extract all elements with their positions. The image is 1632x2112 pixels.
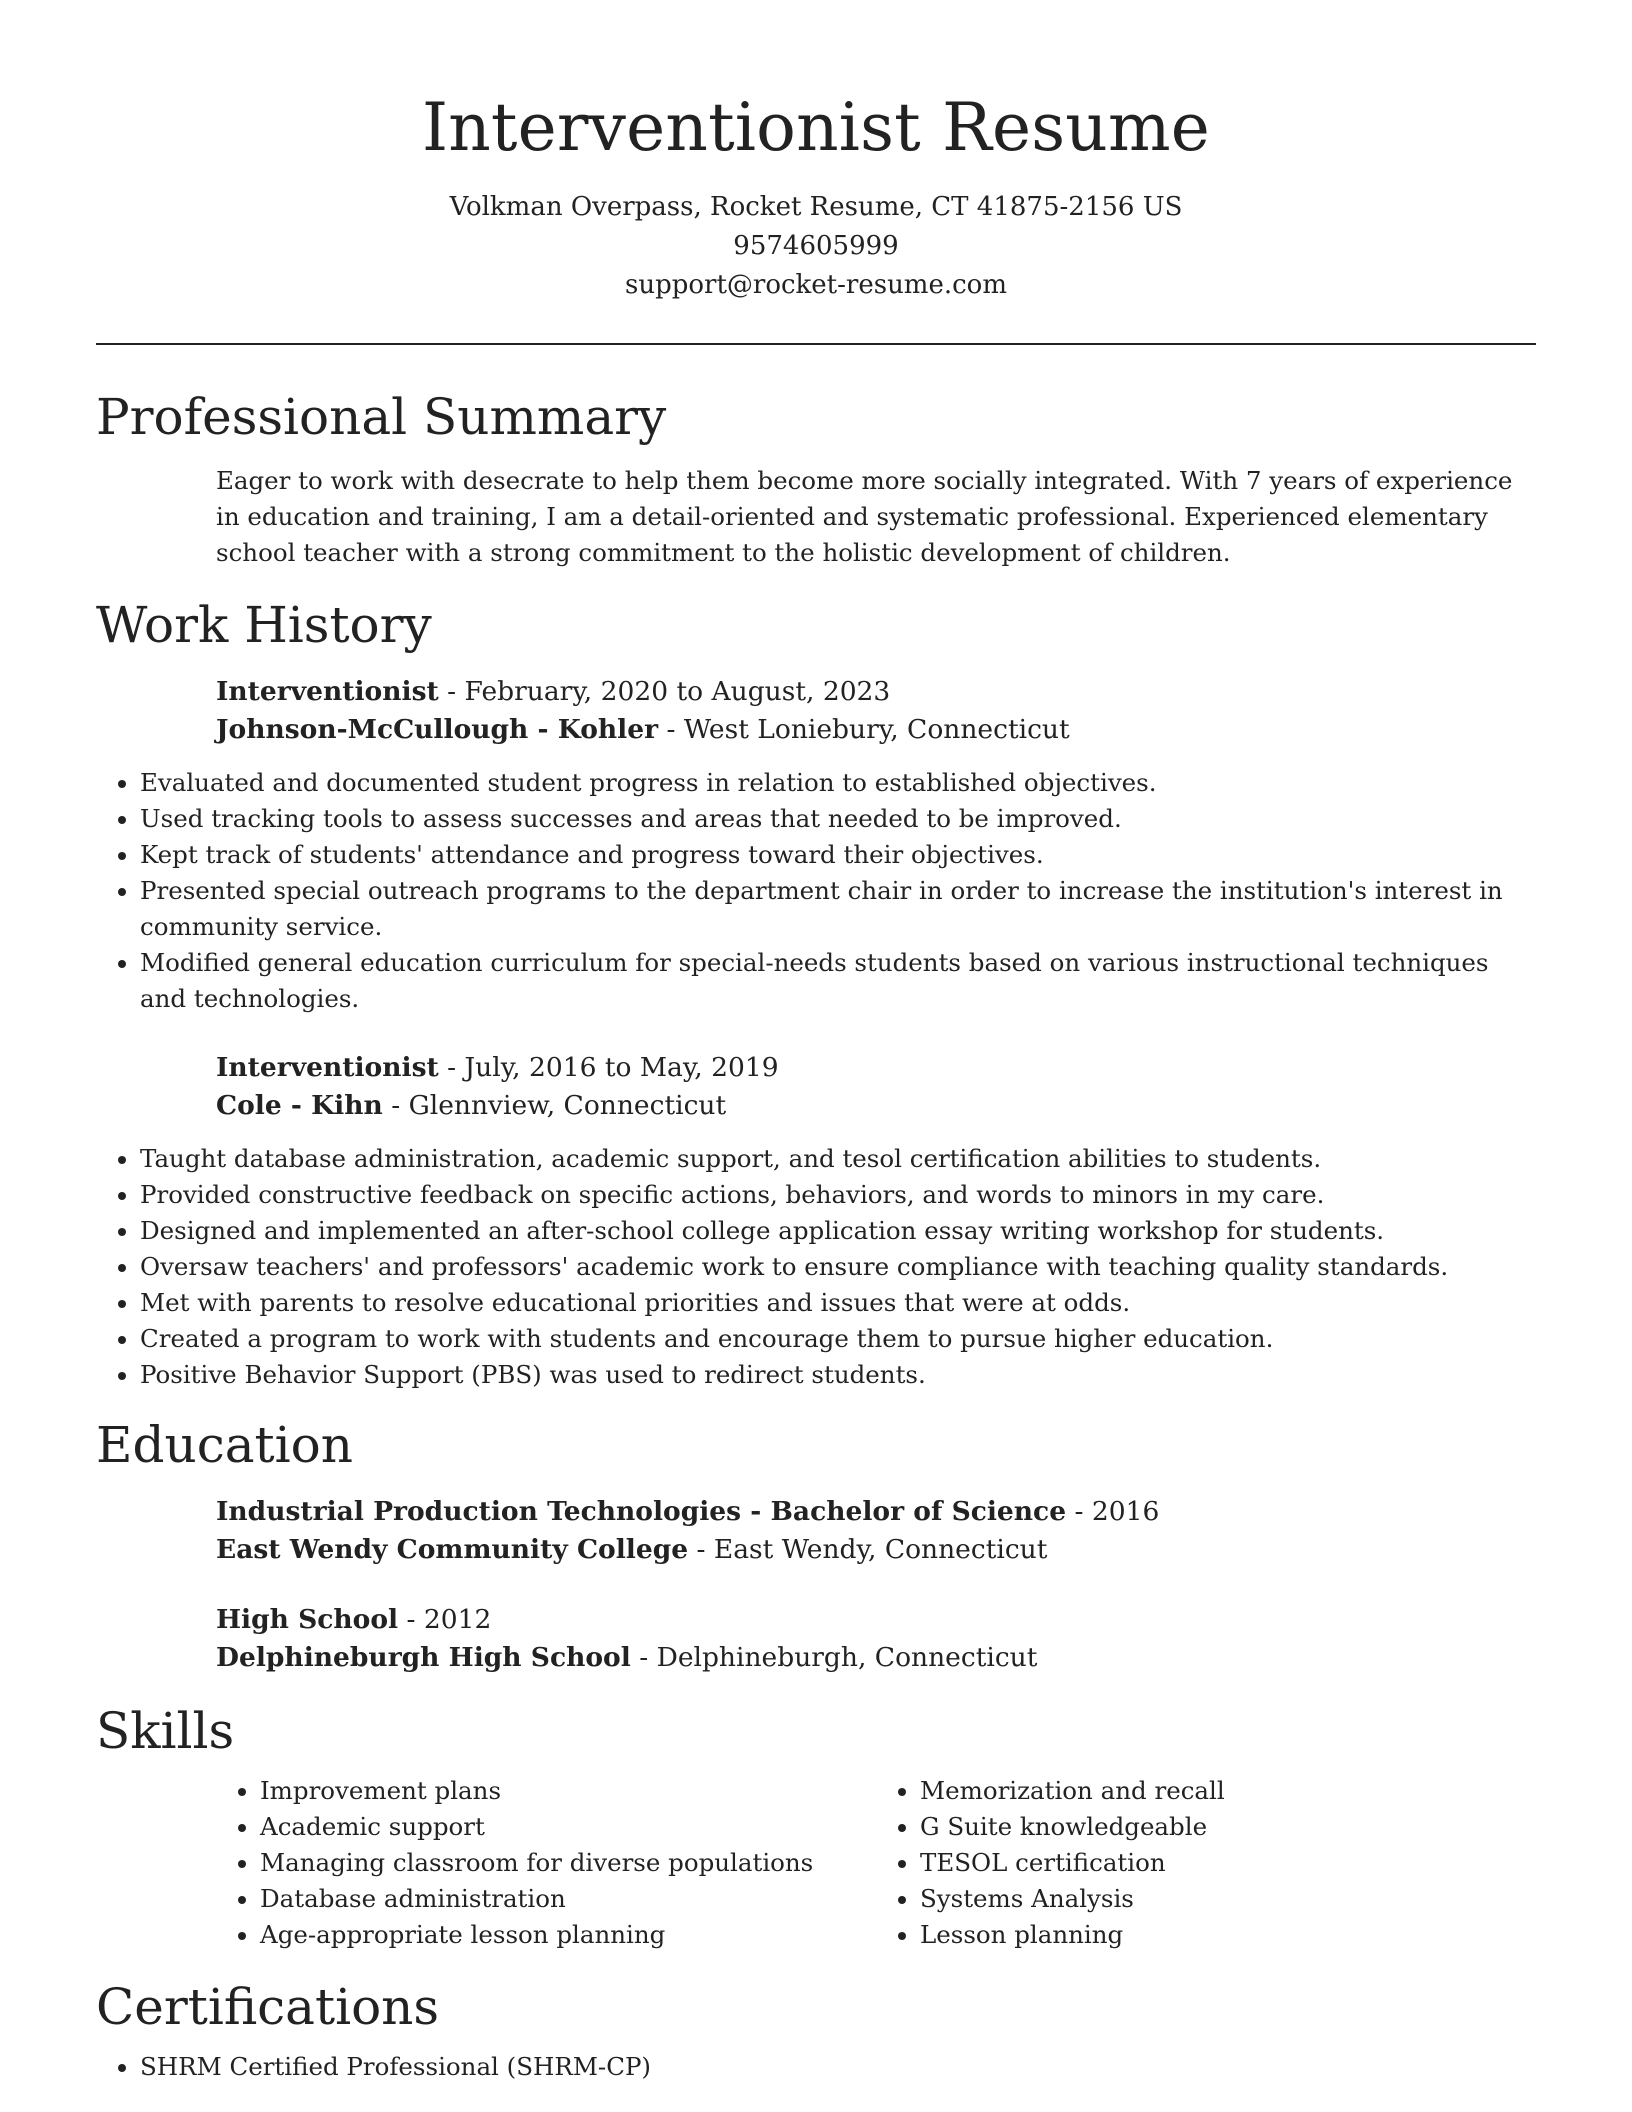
list-item: • Age-appropriate lesson planning [260,1917,876,1953]
education-school-line [216,1531,1536,1569]
list-item: • Designed and implemented an after-school college application essay writing workshop for students. [140,1213,1536,1249]
education-entry [216,1493,1536,1569]
job-title-line [216,673,1536,711]
certifications-heading: Certifications [96,1978,440,2036]
header-divider [96,343,1536,345]
list-item: • Systems Analysis [920,1881,1536,1917]
education-year: - 2012 [398,1604,492,1635]
contact-phone: 9574605999 [733,231,899,261]
job-title: Interventionist [216,676,439,707]
education-location: - Delphineburgh, Connecticut [630,1642,1038,1673]
list-item: • Provided constructive feedback on specific actions, behaviors, and words to minors in my care. [140,1177,1536,1213]
education-school: Delphineburgh High School [216,1642,631,1673]
summary-heading: Professional Summary [96,388,667,446]
list-item: • Positive Behavior Support (PBS) was used to redirect students. [140,1357,1536,1393]
education-location: - East Wendy, Connecticut [688,1534,1048,1565]
resume-page [96,0,1536,2085]
job-location: - West Loniebury, Connecticut [658,714,1070,745]
resume-header [96,0,1536,305]
list-item: • Met with parents to resolve educational priorities and issues that were at odds. [140,1285,1536,1321]
education-degree: Industrial Production Technologies - Bachelor of Science [216,1496,1067,1527]
skills-list-left [216,1773,876,1953]
list-item: • G Suite knowledgeable [920,1809,1536,1845]
summary-text: Eager to work with desecrate to help them become more socially integrated. With 7 years of experience in education and training, I am a detail-oriented and systematic professional. Experienced elementary school teacher with a strong commitment to the holistic development of children. [216,466,1513,567]
contact-address: Volkman Overpass, Rocket Resume, CT 41875-2156 US [449,192,1183,222]
job-title-line [216,1049,1536,1087]
education-school: East Wendy Community College [216,1534,689,1565]
contact-email: support@rocket-resume.com [624,270,1007,300]
list-item: • Presented special outreach programs to the department chair in order to increase the institution's interest in community service. [140,873,1536,945]
work-history-heading: Work History [96,596,432,654]
job-company-line [216,711,1536,749]
job-location: - Glennview, Connecticut [382,1090,727,1121]
list-item: • Lesson planning [920,1917,1536,1953]
list-item: • TESOL certification [920,1845,1536,1881]
list-item: • Modified general education curriculum for special-needs students based on various instructional techniques and technologies. [140,945,1536,1017]
job-entry [216,673,1536,749]
contact-block [96,188,1536,305]
list-item: • Academic support [260,1809,876,1845]
job-company: Johnson-McCullough - Kohler [216,714,659,745]
list-item: • Used tracking tools to assess successes and areas that needed to be improved. [140,801,1536,837]
certifications-list [96,2049,1536,2085]
skills-heading: Skills [96,1702,235,1760]
education-school-line [216,1639,1536,1677]
list-item: • SHRM Certified Professional (SHRM-CP) [140,2049,1536,2085]
list-item: • Evaluated and documented student progress in relation to established objectives. [140,765,1536,801]
job-title: Interventionist [216,1052,439,1083]
list-item: • Memorization and recall [920,1773,1536,1809]
list-item: • Created a program to work with students and encourage them to pursue higher education. [140,1321,1536,1357]
job-dates: - February, 2020 to August, 2023 [438,676,891,707]
job-entry [216,1049,1536,1125]
job-bullets [96,765,1536,1017]
skills-columns [216,1773,1536,1953]
education-heading: Education [96,1416,353,1474]
resume-title: Interventionist Resume [421,89,1211,166]
list-item: • Oversaw teachers' and professors' academic work to ensure compliance with teaching quality standards. [140,1249,1536,1285]
education-entry [216,1601,1536,1677]
list-item: • Taught database administration, academic support, and tesol certification abilities to students. [140,1141,1536,1177]
list-item: • Managing classroom for diverse populations [260,1845,876,1881]
list-item: • Kept track of students' attendance and progress toward their objectives. [140,837,1536,873]
job-bullets [96,1141,1536,1393]
job-dates: - July, 2016 to May, 2019 [438,1052,779,1083]
education-year: - 2016 [1066,1496,1160,1527]
job-company: Cole - Kihn [216,1090,383,1121]
list-item: • Database administration [260,1881,876,1917]
skills-list-right [876,1773,1536,1953]
job-company-line [216,1087,1536,1125]
education-degree-line [216,1493,1536,1531]
list-item: • Improvement plans [260,1773,876,1809]
education-degree-line [216,1601,1536,1639]
education-degree: High School [216,1604,399,1635]
